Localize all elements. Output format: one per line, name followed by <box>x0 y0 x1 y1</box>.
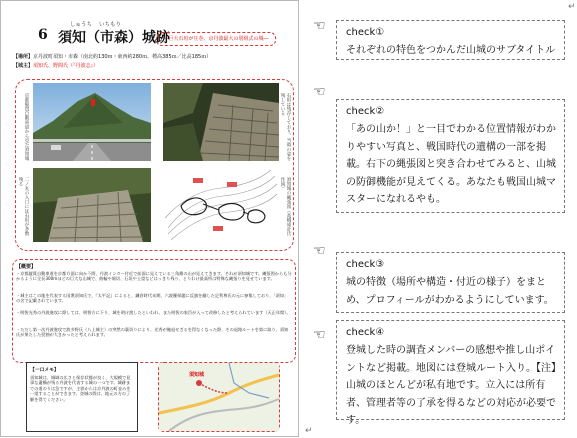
overview-paragraph: ・京都縦貫自動車道を京都方面に向かう際、丹波インター付近で前面に見えている三角錐の山が見えてきます。それが須知城です。縄張図からも分かるように全長300mほどの巨大な山城で、曲輪や堀切、石垣や土塁などはっきり残り、とりわけ最高所は特殊な縄張りを見せています。 <box>16 271 292 282</box>
paragraph-return-icon: ↵ <box>305 426 313 436</box>
pointing-hand-icon: ☜ <box>313 327 326 343</box>
side-caption-left-2: 二ノ丸の入口には石垣が多数残る <box>18 177 29 236</box>
site-title: 須知（市森）城跡 <box>58 30 170 46</box>
side-caption-right-2: 須知城の縄張図（高橋成計氏作図） <box>280 177 291 236</box>
side-caption-right: 石垣は残存しており、当時の姿を残している <box>280 93 291 161</box>
route-map <box>158 362 280 432</box>
callout-heading: check② <box>346 106 385 117</box>
callout-check-2 <box>336 99 565 213</box>
overview-paragraph: ・明智光秀の丹波進攻に際しては、明智方に下り、城を明け渡したといわれ、また明智の家臣が入って改修したと考えられています（天正年間）。 <box>16 310 291 315</box>
pointing-hand-icon: ☜ <box>313 18 326 34</box>
lord-text: 須知氏、野間氏 <box>33 63 69 69</box>
paragraph-return-icon: ↵ <box>568 2 576 12</box>
callout-heading: check④ <box>346 327 385 338</box>
map-castle-label: 須知城 <box>189 372 205 378</box>
site-subtitle: ―巨大石垣が圧巻、京丹波最大の別組式の城― <box>156 32 276 46</box>
location-text: 京丹波町須知・市森（南北約130ｍ・東西約280ｍ、標高385ｍ／比高185ｍ） <box>33 54 212 60</box>
callout-body: 城の特徴（場所や構造・付近の様子）をまとめ、プロフィールがわかるようにしています。 <box>346 277 554 306</box>
callout-check-1 <box>336 20 565 60</box>
side-caption-left: 京都縦貫自動車道から見た須知城 <box>24 93 29 161</box>
pointing-hand-icon: ☜ <box>313 243 326 259</box>
lord-note: （『丹波志』） <box>68 63 99 69</box>
callout-check-4 <box>336 320 565 426</box>
callout-body: 登城した時の調査メンバーの感想や推し山ポイントなど掲載。地図には登城ルート入り。【注】山城のほとんどが私有地です。立入には所有者、管理者等の了承を得るなどの対応が必要です。 <box>346 345 556 426</box>
stone-wall-photo <box>163 83 279 161</box>
memo-box <box>26 362 138 432</box>
highway-mountain-photo <box>33 83 151 161</box>
lord-line <box>13 62 98 69</box>
ninomaru-stone-photo <box>33 168 151 242</box>
callout-check-3 <box>336 252 565 313</box>
memo-label: 【一口メモ】 <box>30 368 59 373</box>
memo-text: 須知城は、城域の広さと保存状態が良く、大規模で見事な遺構が残る丹波を代表する城の一つです。城跡までの道のりは急ですが、主郭からは京丹波の町並みを一望することができます。登城の際は、地元の方の了解を得てください。 <box>30 375 131 402</box>
site-number: 6 <box>38 27 48 43</box>
callout-body: それぞれの特色をつかんだ山城のサブタイトル <box>346 45 556 56</box>
overview-paragraph: ・ただし第一次丹波進攻で波多野氏（八上城主）の突然の裏切りにより、光秀が撤退せざるを得なくなった際、その退路ルートを第に取り、須知氏が果たした役割が大きかったと考えられます。 <box>16 327 289 338</box>
pointing-hand-icon: ☜ <box>313 84 326 100</box>
overview-section <box>12 259 296 363</box>
callout-body: 「あの山か！」と一目でわかる位置情報がわかりやすい写真と、戦国時代の遺構の一部を掲載。右下の縄張図と突き合わせてみると、山城の防御機能が見えてくる。あなたも戦国山城マスターになれるやも。 <box>346 124 556 205</box>
ruby-shuchi: しゅうち <box>70 22 93 28</box>
location-label: 【場所】 <box>13 54 34 60</box>
map-graphic <box>159 363 279 431</box>
callout-heading: check③ <box>346 259 385 270</box>
callout-heading: check① <box>346 27 385 38</box>
overview-paragraph: ・城主はこの地を代表する国衆須知氏で、『太平記』によると、鎌倉時代末期、六波羅探題に反旗を翻した足利尊氏の元に参集しており、「須知」の名で記載されています。 <box>16 293 289 304</box>
overview-label: 【概要】 <box>16 264 37 270</box>
location-line <box>13 53 211 60</box>
castle-plan-diagram <box>163 168 279 242</box>
ruby-ichimori: いちもり <box>99 22 122 28</box>
title-block <box>31 15 291 45</box>
lord-label: 【城主】 <box>13 63 34 69</box>
